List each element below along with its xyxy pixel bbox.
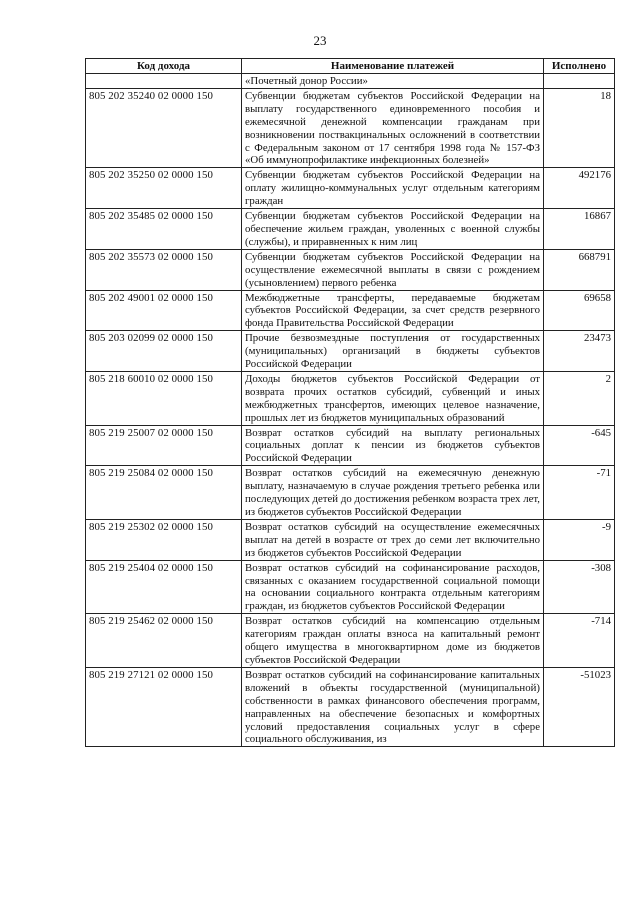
payment-name-cell: Межбюджетные трансферты, передаваемые бюджетам субъектов Российской Федерации, за счет средств резервного фонда Правительства Российской Федерации [242,290,544,331]
payment-name-cell: Возврат остатков субсидий на ежемесячную денежную выплату, назначаемую в случае рождения третьего ребенка или последующих детей до достижения ребенком возраста трех лет, из бюджетов субъектов Российской Федерации [242,466,544,520]
payment-name-cell: Возврат остатков субсидий на компенсацию отдельным категориям граждан оплаты взноса на капитальный ремонт общего имущества в многоквартирном доме из бюджетов субъектов Российской Федерации [242,614,544,668]
revenue-code-cell: 805 202 35485 02 0000 150 [86,209,242,250]
revenue-code-cell: 805 202 35240 02 0000 150 [86,88,242,167]
executed-amount-cell: 18 [544,88,615,167]
table-row [86,519,615,560]
revenue-code-cell: 805 219 25302 02 0000 150 [86,519,242,560]
table-body [86,74,615,747]
executed-amount-cell: 492176 [544,168,615,209]
payment-name-cell: Субвенции бюджетам субъектов Российской Федерации на оплату жилищно-коммунальных услуг отдельным категориям граждан [242,168,544,209]
table-row [86,88,615,167]
revenue-code-cell: 805 218 60010 02 0000 150 [86,371,242,425]
payment-name-cell: Субвенции бюджетам субъектов Российской Федерации на обеспечение жильем граждан, уволенных с военной службы (службы), и приравненных к ним лиц [242,209,544,250]
revenue-code-cell: 805 219 25007 02 0000 150 [86,425,242,466]
executed-amount-cell: 69658 [544,290,615,331]
table-row [86,168,615,209]
payment-name-cell: Субвенции бюджетам субъектов Российской Федерации на осуществление ежемесячной выплаты в связи с рождением (усыновлением) первого ребенка [242,249,544,290]
executed-amount-cell: -308 [544,560,615,614]
table-row [86,614,615,668]
revenue-code-cell: 805 202 35250 02 0000 150 [86,168,242,209]
revenue-code-cell: 805 203 02099 02 0000 150 [86,331,242,372]
payment-name-cell: «Почетный донор России» [242,74,544,89]
executed-amount-cell: -71 [544,466,615,520]
page-number: 23 [313,33,327,48]
table-row [86,331,615,372]
executed-amount-cell: -714 [544,614,615,668]
table-row [86,425,615,466]
header-code: Код дохода [86,59,242,74]
table-row [86,560,615,614]
header-name: Наименование платежей [242,59,544,74]
table-row [86,74,615,89]
payment-name-cell: Возврат остатков субсидий на софинансирование расходов, связанных с оказанием государственной социальной помощи на основании социального контракта отдельным категориям граждан, из бюджетов субъектов Российской Федерации [242,560,544,614]
executed-amount-cell: -9 [544,519,615,560]
payment-name-cell: Возврат остатков субсидий на софинансирование капитальных вложений в объекты государственной (муниципальной) собственности в рамках финансового обеспечения программ, направленных на обеспечение безопасных и комфортных условий предоставления социальных услуг в сфере социального обслуживания, из [242,667,544,746]
revenue-code-cell: 805 219 25462 02 0000 150 [86,614,242,668]
revenue-code-cell: 805 202 49001 02 0000 150 [86,290,242,331]
executed-amount-cell: 16867 [544,209,615,250]
payment-name-cell: Возврат остатков субсидий на выплату региональных социальных доплат к пенсии из бюджетов субъектов Российской Федерации [242,425,544,466]
table-row [86,209,615,250]
revenue-code-cell: 805 219 27121 02 0000 150 [86,667,242,746]
header-executed: Исполнено [544,59,615,74]
revenue-code-cell [86,74,242,89]
revenue-table [85,58,615,747]
payment-name-cell: Доходы бюджетов субъектов Российской Федерации от возврата прочих остатков субсидий, субвенций и иных межбюджетных трансфертов, имеющих целевое назначение, прошлых лет из бюджетов муниципальных образований [242,371,544,425]
table-row [86,371,615,425]
revenue-code-cell: 805 219 25084 02 0000 150 [86,466,242,520]
revenue-code-cell: 805 202 35573 02 0000 150 [86,249,242,290]
revenue-code-cell: 805 219 25404 02 0000 150 [86,560,242,614]
executed-amount-cell: 23473 [544,331,615,372]
executed-amount-cell: 668791 [544,249,615,290]
table-row [86,466,615,520]
payment-name-cell: Возврат остатков субсидий на осуществление ежемесячных выплат на детей в возрасте от трех до семи лет включительно из бюджетов субъектов Российской Федерации [242,519,544,560]
table-row [86,667,615,746]
executed-amount-cell: 2 [544,371,615,425]
executed-amount-cell: -645 [544,425,615,466]
table-row [86,290,615,331]
executed-amount-cell: -51023 [544,667,615,746]
executed-amount-cell [544,74,615,89]
payment-name-cell: Субвенции бюджетам субъектов Российской Федерации на выплату государственного единовременного пособия и ежемесячной денежной компенсации гражданам при возникновении поствакцинальных осложнений в соответствии с Федеральным законом от 17 сентября 1998 года № 157-ФЗ «Об иммунопрофилактике инфекционных болезней» [242,88,544,167]
table-header-row [86,59,615,74]
payment-name-cell: Прочие безвозмездные поступления от государственных (муниципальных) организаций в бюджеты субъектов Российской Федерации [242,331,544,372]
table-row [86,249,615,290]
